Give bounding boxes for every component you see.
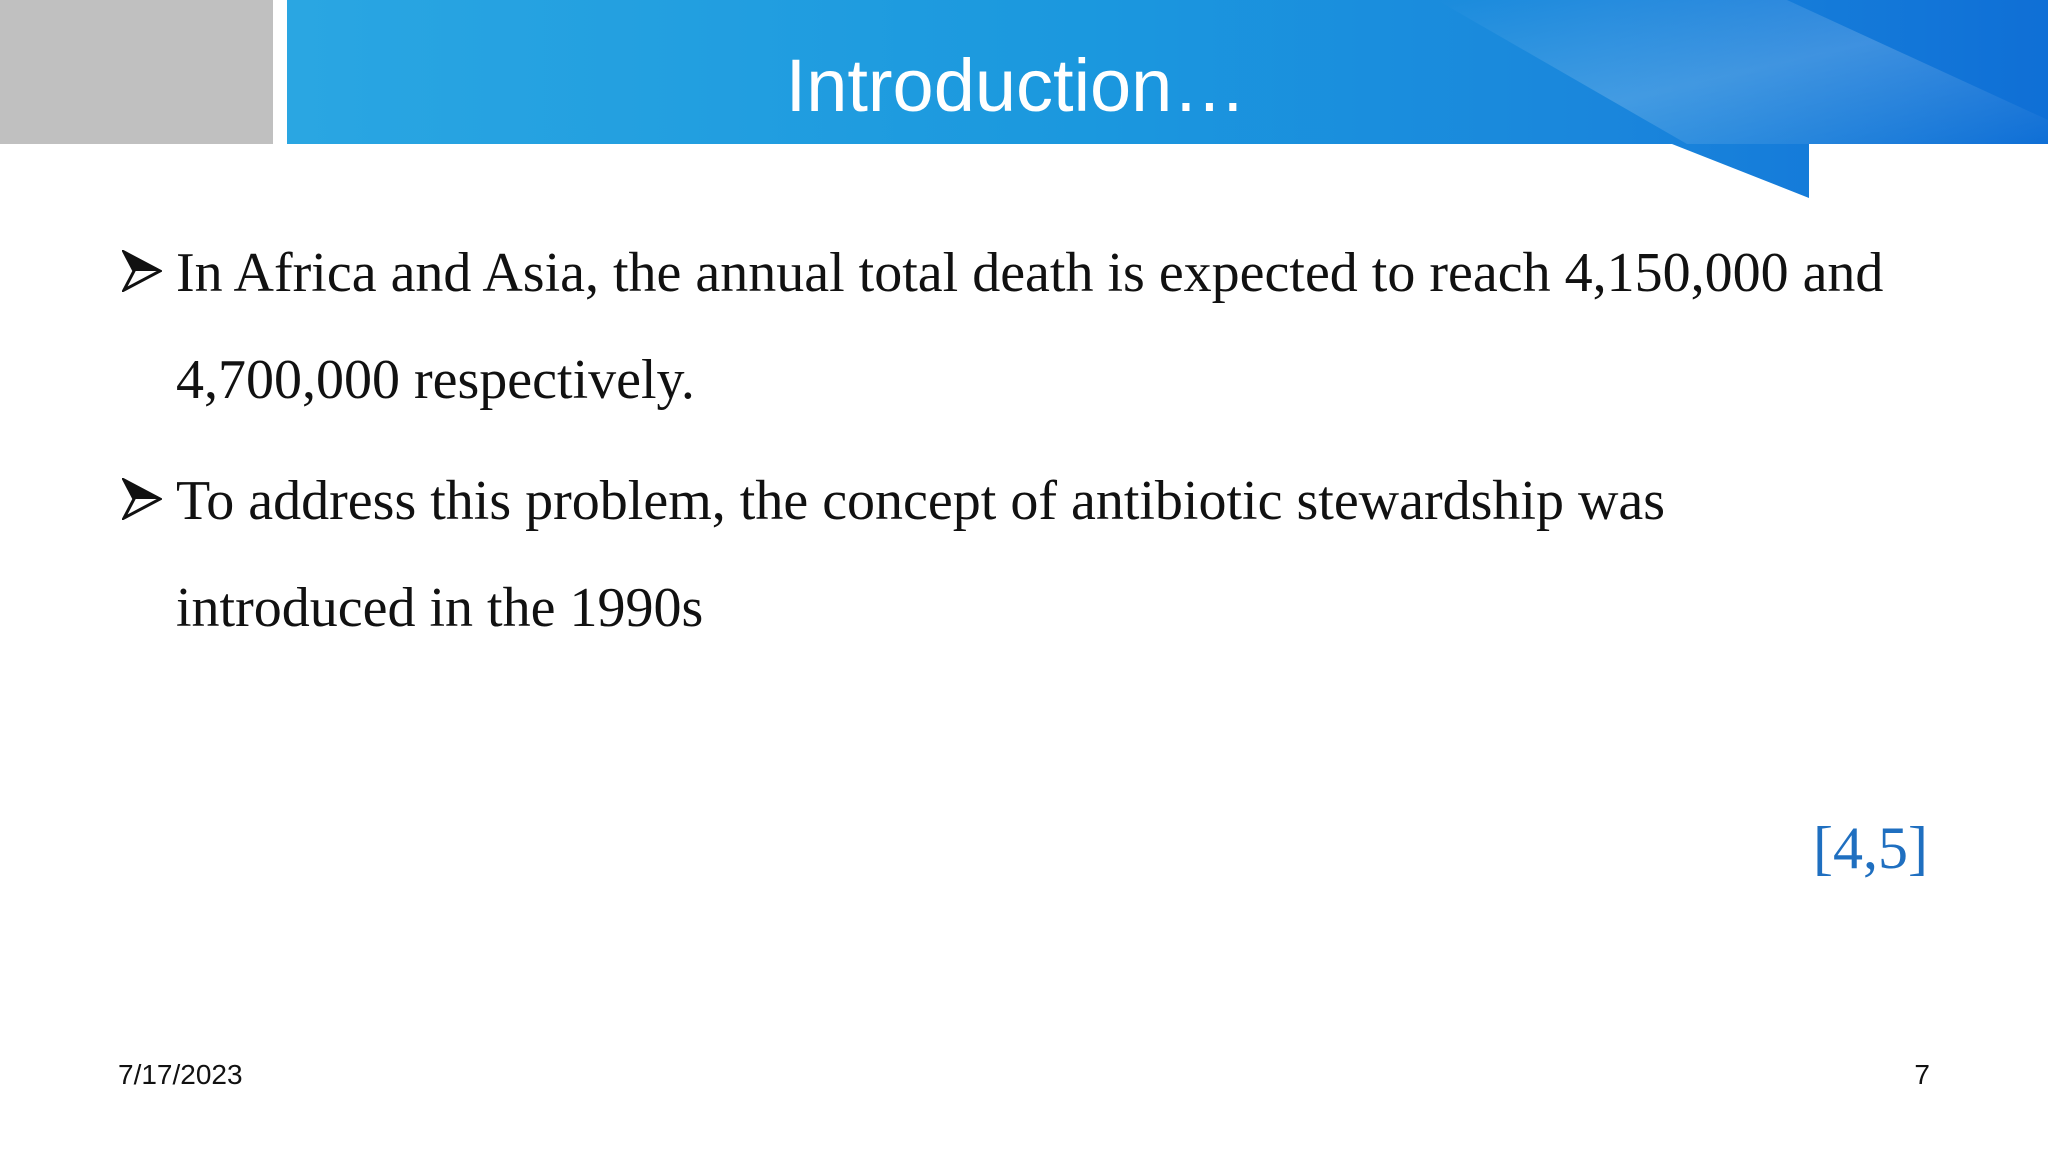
bullet-item — [118, 448, 1918, 662]
bullet-text: To address this problem, the concept of antibiotic stewardship was introduced in the 1990s — [176, 470, 1666, 639]
arrowhead-bullet-icon — [122, 220, 166, 327]
slide-number: 7 — [1914, 1059, 1930, 1090]
citation-reference: [4,5] — [1813, 815, 1928, 881]
bullet-list — [118, 220, 1918, 676]
bullet-item — [118, 220, 1918, 434]
slide-title: Introduction… — [785, 44, 1247, 127]
bullet-text: In Africa and Asia, the annual total death is expected to reach 4,150,000 and 4,700,000 respectively. — [176, 242, 1884, 411]
footer-date: 7/17/2023 — [118, 1059, 243, 1090]
header-side-block — [0, 0, 273, 144]
arrowhead-bullet-icon — [122, 448, 166, 555]
